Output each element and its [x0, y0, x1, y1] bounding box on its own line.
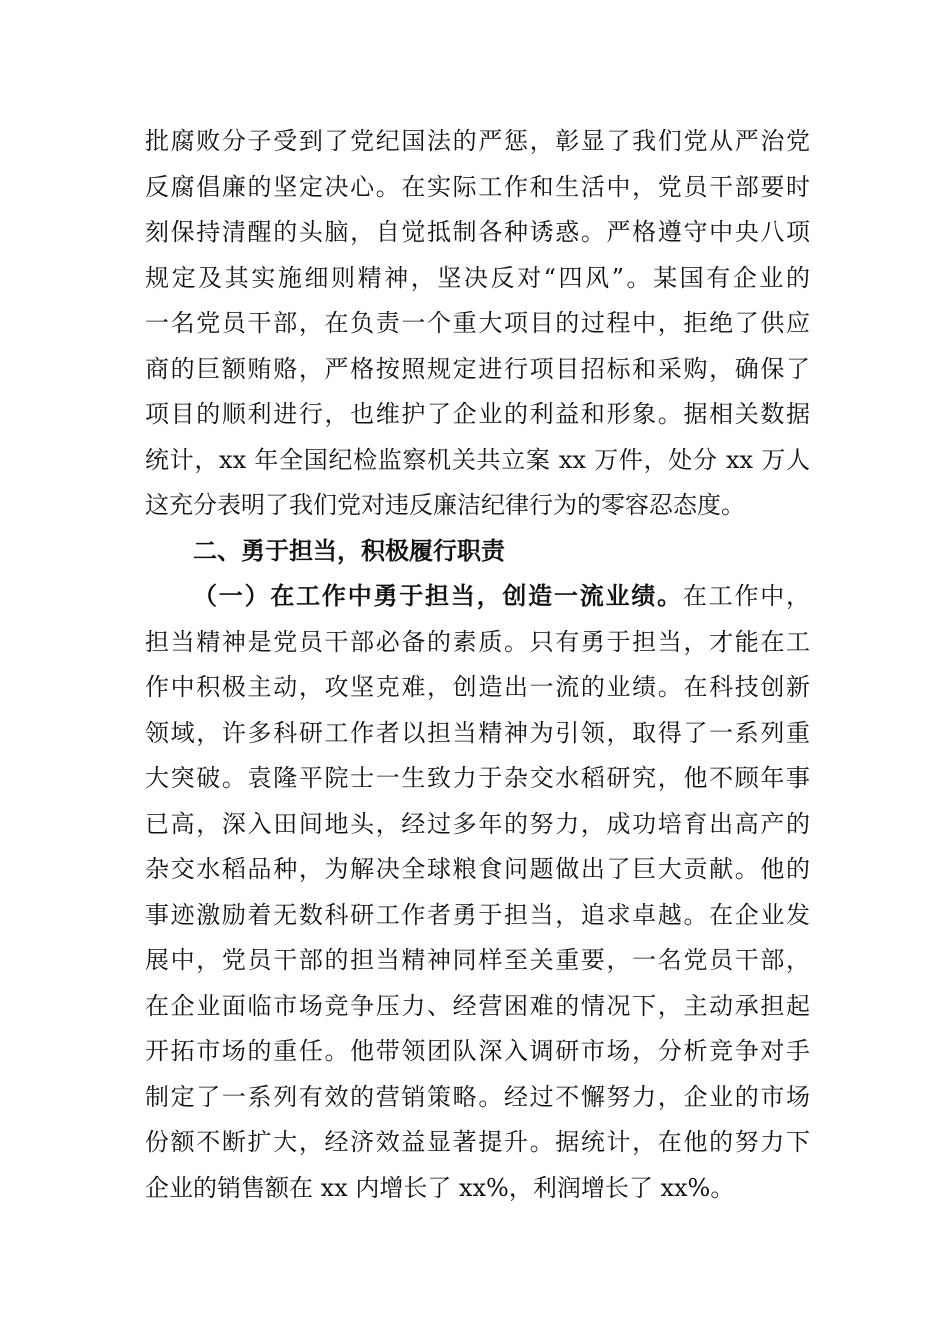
paragraph-line: 已高，深入田间地头，经过多年的努力，成功培育出高产的 — [145, 810, 810, 838]
paragraph-line: 刻保持清醒的头脑，自觉抵制各种诱惑。严格遵守中央八项 — [145, 218, 810, 246]
paragraph-line: 规定及其实施细则精神，坚决反对“四风”。某国有企业的 — [145, 264, 810, 292]
paragraph-line: 大突破。袁隆平院士一生致力于杂交水稻研究，他不顾年事 — [145, 764, 810, 792]
paragraph-line: 这充分表明了我们党对违反廉洁纪律行为的零容忍态度。 — [145, 491, 745, 519]
subsection-line — [193, 580, 810, 612]
paragraph-line: 事迹激励着无数科研工作者勇于担当，追求卓越。在企业发 — [145, 901, 810, 929]
paragraph-line: 开拓市场的重任。他带领团队深入调研市场，分析竞争对手 — [145, 1037, 810, 1065]
paragraph-line-rest: 在工作中， — [682, 582, 811, 610]
paragraph-line: 项目的顺利进行，也维护了企业的利益和形象。据相关数据 — [145, 400, 810, 428]
section-heading: 二、勇于担当，积极履行职责 — [193, 537, 505, 565]
paragraph-line: 在企业面临市场竞争压力、经营困难的情况下，主动承担起 — [145, 992, 810, 1020]
paragraph-line: 展中，党员干部的担当精神同样至关重要，一名党员干部， — [145, 946, 810, 974]
paragraph-line: 份额不断扩大，经济效益显著提升。据统计，在他的努力下 — [145, 1128, 810, 1156]
paragraph-line: 一名党员干部，在负责一个重大项目的过程中，拒绝了供应 — [145, 309, 810, 337]
paragraph-line: 领域，许多科研工作者以担当精神为引领，取得了一系列重 — [145, 719, 810, 747]
paragraph-line: 制定了一系列有效的营销策略。经过不懈努力，企业的市场 — [145, 1083, 810, 1111]
paragraph-line: 企业的销售额在 xx 内增长了 xx%，利润增长了 xx%。 — [145, 1174, 735, 1202]
paragraph-line: 作中积极主动，攻坚克难，创造出一流的业绩。在科技创新 — [145, 673, 810, 701]
paragraph-line: 商的巨额贿赂，严格按照规定进行项目招标和采购，确保了 — [145, 355, 810, 383]
paragraph-line: 反腐倡廉的坚定决心。在实际工作和生活中，党员干部要时 — [145, 173, 810, 201]
paragraph-line: 批腐败分子受到了党纪国法的严惩，彰显了我们党从严治党 — [145, 127, 810, 155]
paragraph-line: 担当精神是党员干部必备的素质。只有勇于担当，才能在工 — [145, 628, 810, 656]
paragraph-line: 统计，xx 年全国纪检监察机关共立案 xx 万件，处分 xx 万人 — [145, 446, 810, 474]
subsection-heading: （一）在工作中勇于担当，创造一流业绩。 — [193, 582, 683, 610]
paragraph-line: 杂交水稻品种，为解决全球粮食问题做出了巨大贡献。他的 — [145, 855, 810, 883]
